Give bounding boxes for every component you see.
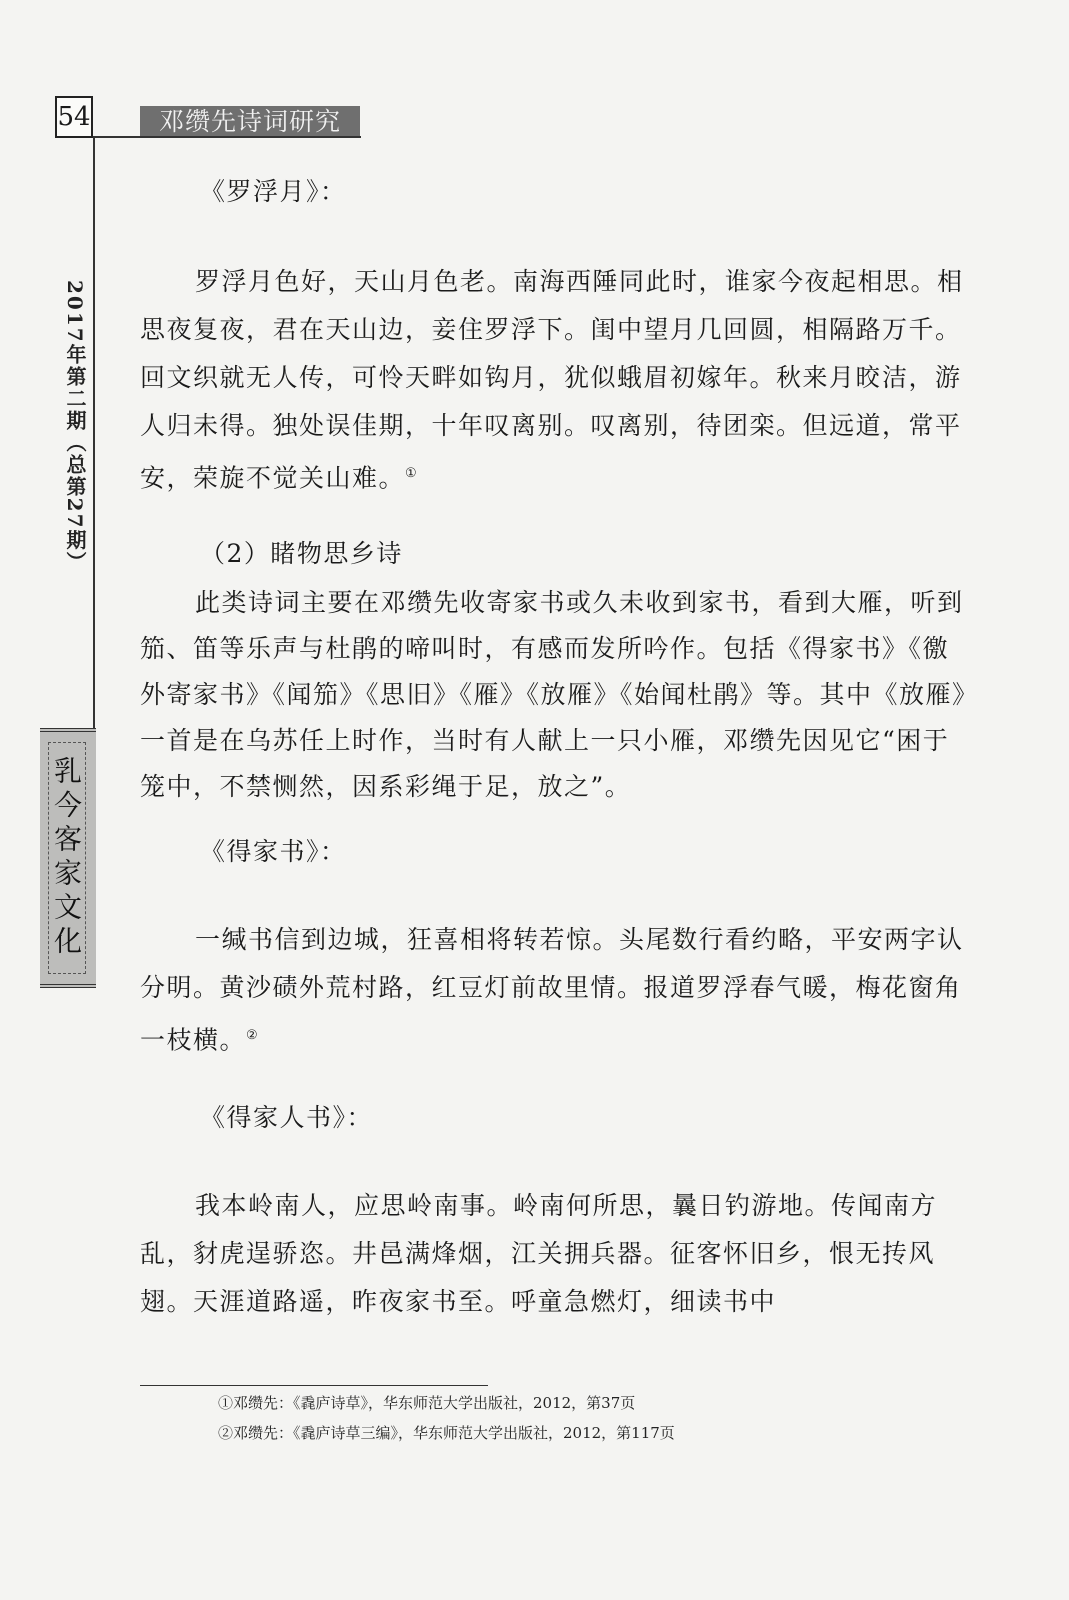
- poem3-body: 我本岭南人，应思岭南事。岭南何所思，曩日钓游地。传闻南方乱，豺虎逞骄恣。井邑满烽烟，江关拥兵器。征客怀旧乡，恨无抟风翅。天涯道路遥，昨夜家书至。呼童急燃灯，细读书中: [140, 1191, 938, 1316]
- calligraphy-text: 乳今客家文化: [48, 742, 86, 974]
- poem1-text: 罗浮月色好，天山月色老。南海西陲同此时，谁家今夜起相思。相思夜复夜，君在天山边，妾住罗浮下。闺中望月几回圆，相隔路万千。回文织就无人传，可怜天畔如钩月，犹似蛾眉初嫁年。秋来月晈洁，游人归未得。独处误佳期，十年叹离别。叹离别，待团栾。但远道，常平安，荣旋不觉关山难。: [140, 267, 964, 493]
- poem1-title: 《罗浮月》：: [200, 177, 347, 206]
- header-rule: [93, 136, 361, 138]
- section2-paragraph: 此类诗词主要在邓缵先收寄家书或久未收到家书，看到大雁，听到笳、笛等乐声与杜鹃的啼叫时，有感而发所吟作。包括《得家书》《徼外寄家书》《闻笳》《思旧》《雁》《放雁》《始闻杜鹃》等。其中《放雁》一首是在乌苏任上时作，当时有人献上一只小雁，邓缵先因见它“困于笼中，不禁恻然，因系彩绳于足，放之”。: [140, 588, 967, 801]
- footnote-ref-1: ①: [405, 466, 419, 481]
- poem2-title: 《得家书》：: [200, 837, 347, 866]
- page-number: 54: [55, 96, 93, 138]
- footnote-1: ①邓缵先：《毳庐诗草》，华东师范大学出版社，2012，第37页: [218, 1394, 636, 1412]
- footnote-2: ②邓缵先：《毳庐诗草三编》，华东师范大学出版社，2012，第117页: [218, 1424, 675, 1442]
- poem1-body: [140, 258, 970, 502]
- issue-label: 2017年第二期（总第27期）: [63, 280, 87, 574]
- poem2-body: [140, 916, 970, 1064]
- footnote-ref-2: ②: [246, 1028, 260, 1043]
- section2-heading: （2）睹物思乡诗: [200, 539, 403, 568]
- poem3-title: 《得家人书》：: [200, 1103, 374, 1132]
- margin-rule: [93, 136, 95, 736]
- calligraphy-scroll: [40, 728, 96, 988]
- footnote-rule: [140, 1385, 488, 1386]
- poem2-text: 一缄书信到边城，狂喜相将转若惊。头尾数行看约略，平安两字认分明。黄沙碛外荒村路，红豆灯前故里情。报道罗浮春气暖，梅花窗角一枝横。: [140, 925, 964, 1055]
- journal-title-banner: 邓缵先诗词研究: [140, 106, 360, 138]
